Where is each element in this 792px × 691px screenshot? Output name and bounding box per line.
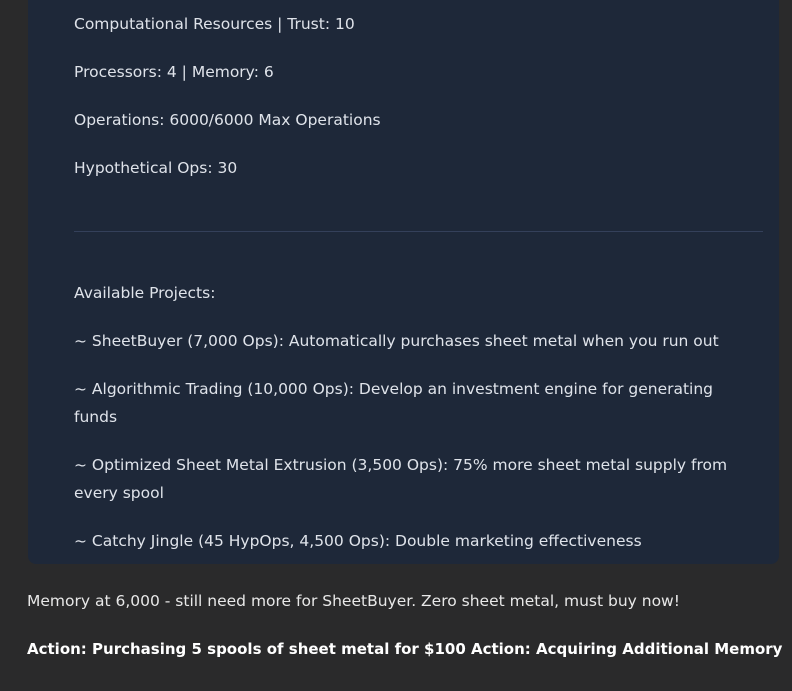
available-projects-heading: Available Projects: xyxy=(74,284,216,302)
computational-resources-text: Computational Resources | Trust: 10 xyxy=(74,15,355,33)
operations-text: Operations: 6000/6000 Max Operations xyxy=(74,111,381,129)
status-message: Memory at 6,000 - still need more for SheetBuyer. Zero sheet metal, must buy now! xyxy=(27,592,680,610)
project-item-sheet-metal-extrusion: ~ Optimized Sheet Metal Extrusion (3,500 Ops): 75% more sheet metal supply from every spool xyxy=(74,456,728,502)
project-item-catchy-jingle: ~ Catchy Jingle (45 HypOps, 4,500 Ops): Double marketing effectiveness xyxy=(74,532,642,550)
project-item-algorithmic-trading: ~ Algorithmic Trading (10,000 Ops): Develop an investment engine for generating funds xyxy=(74,380,714,426)
divider xyxy=(74,231,763,232)
project-item-sheetbuyer: ~ SheetBuyer (7,000 Ops): Automatically purchases sheet metal when you run out xyxy=(74,332,719,350)
action-message: Action: Purchasing 5 spools of sheet metal for $100 Action: Acquiring Additional Memory xyxy=(27,640,783,658)
hypothetical-ops-text: Hypothetical Ops: 30 xyxy=(74,159,238,177)
processors-memory-text: Processors: 4 | Memory: 6 xyxy=(74,63,274,81)
